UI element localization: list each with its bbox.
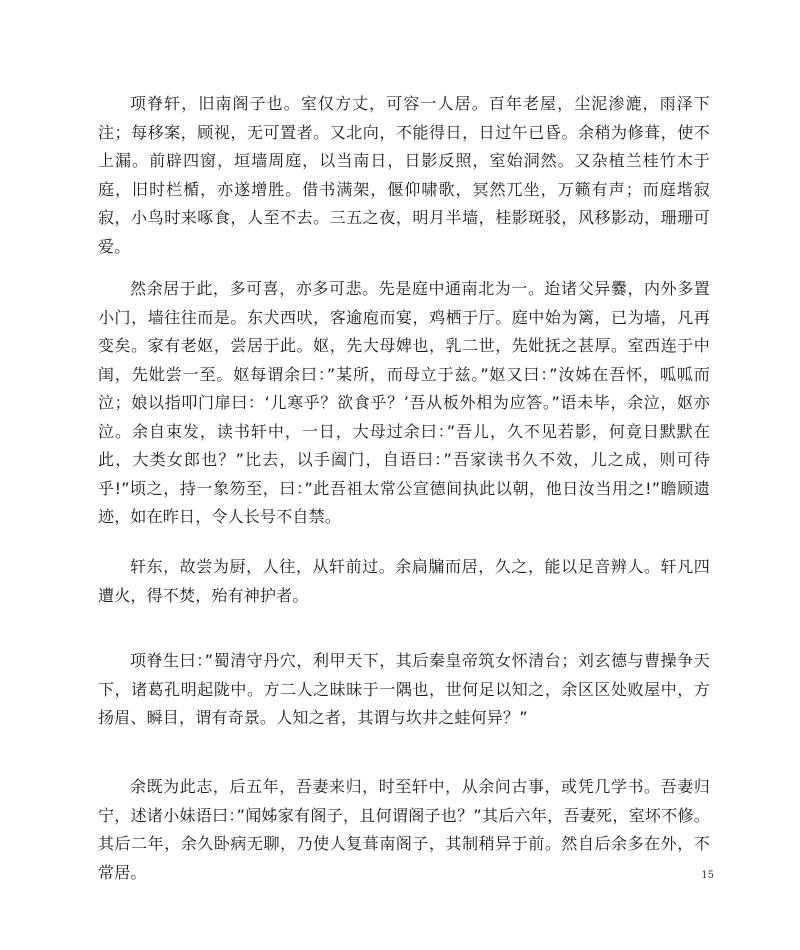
- page-number: 15: [701, 870, 714, 881]
- paragraph-5: 余既为此志，后五年，吾妻来归，时至轩中，从余问古事，或凭几学书。吾妻归宁，述诸小妹语曰：”闻姊家有阁子，且何谓阁子也？”其后六年，吾妻死，室坏不修。其后二年，余久卧病无聊，乃使人复葺南阁子，其制稍异于前。然自后余多在外，不常居。: [98, 777, 710, 882]
- paragraph-1: 项脊轩，旧南阁子也。室仅方丈，可容一人居。百年老屋，尘泥渗漉，雨泽下注；每移案，顾视，无可置者。又北向，不能得日，日过午已昏。余稍为修葺，使不上漏。前辟四窗，垣墙周庭，以当南日，日影反照，室始洞然。又杂植兰桂竹木于庭，旧时栏楯，亦遂增胜。借书满架，偃仰啸歌，冥然兀坐，万籁有声；而庭堦寂寂，小鸟时来啄食，人至不去。三五之夜，明月半墙，桂影斑驳，风移影动，珊珊可爱。: [98, 94, 710, 256]
- paragraph-3: 轩东，故尝为厨，人往，从轩前过。余扃牖而居，久之，能以足音辨人。轩凡四遭火，得不焚，殆有神护者。: [98, 557, 710, 605]
- paragraph-4: 项脊生曰：”蜀清守丹穴，利甲天下，其后秦皇帝筑女怀清台；刘玄德与曹操争天下，诸葛孔明起陇中。方二人之昧昧于一隅也，世何足以知之，余区区处败屋中，方扬眉、瞬目，谓有奇景。人知之者，其谓与坎井之蛙何异？”: [98, 651, 710, 727]
- paragraph-2: 然余居于此，多可喜，亦多可悲。先是庭中通南北为一。迨诸父异爨，内外多置小门，墙往往而是。东犬西吠，客逾庖而宴，鸡栖于厅。庭中始为篱，已为墙，凡再变矣。家有老妪，尝居于此。妪，先大母婢也，乳二世，先妣抚之甚厚。室西连于中闺，先妣尝一至。妪每谓余曰：”某所，而母立于兹。”妪又曰：”汝姊在吾怀，呱呱而泣；娘以指叩门扉曰：‘儿寒乎？欲食乎？’吾从板外相为应答。”语未毕，余泣，妪亦泣。余自束发，读书轩中，一日，大母过余曰：”吾儿，久不见若影，何竟日默默在此，大类女郎也？”比去，以手阖门，自语曰：”吾家读书久不效，儿之成，则可待乎!”顷之，持一象笏至，曰：”此吾祖太常公宣德间执此以朝，他日汝当用之!”瞻顾遗迹，如在昨日，令人长号不自禁。: [98, 279, 710, 526]
